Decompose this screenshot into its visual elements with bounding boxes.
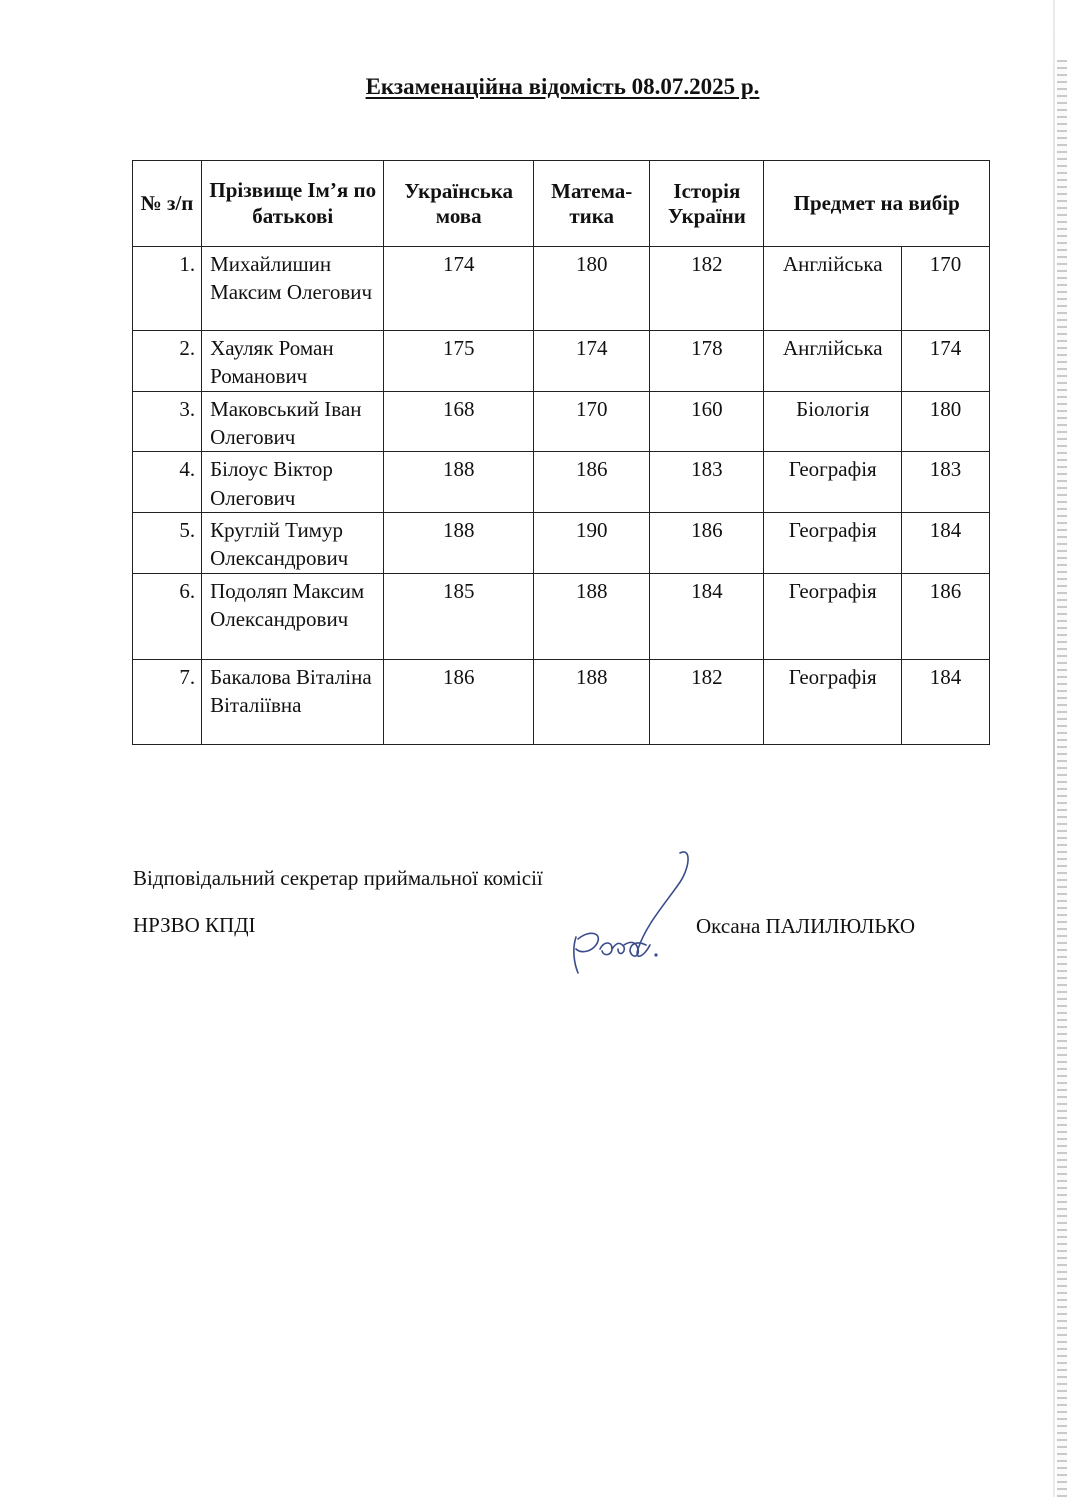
row-name: Хауляк Роман Романович: [202, 331, 384, 392]
row-name: Подоляп Максим Олександрович: [202, 573, 384, 659]
row-elective-score: 184: [902, 513, 990, 574]
row-name: Михайлишин Максим Олегович: [202, 247, 384, 331]
document-title: Екзаменаційна відомість 08.07.2025 р.: [365, 74, 760, 99]
table-row: [133, 513, 990, 574]
handwritten-signature: [560, 845, 700, 980]
row-elective-subject: Географія: [764, 513, 902, 574]
table-row: [133, 573, 990, 659]
table-row: [133, 659, 990, 744]
row-math-score: 180: [534, 247, 650, 331]
header-history: Історія України: [650, 161, 764, 247]
row-ukrainian-score: 175: [384, 331, 534, 392]
header-num: № з/п: [133, 161, 202, 247]
row-ukrainian-score: 188: [384, 513, 534, 574]
row-math-score: 174: [534, 331, 650, 392]
exam-results-table: [132, 160, 990, 745]
row-elective-subject: Географія: [764, 659, 902, 744]
row-history-score: 186: [650, 513, 764, 574]
row-elective-score: 170: [902, 247, 990, 331]
row-elective-subject: Географія: [764, 573, 902, 659]
institution-name: НРЗВО КПДІ: [133, 913, 256, 937]
table-header-row: [133, 161, 990, 247]
row-history-score: 182: [650, 659, 764, 744]
row-elective-subject: Географія: [764, 452, 902, 513]
row-elective-score: 183: [902, 452, 990, 513]
row-num: 7.: [133, 659, 202, 744]
row-elective-score: 180: [902, 391, 990, 452]
header-name: Прізвище Ім’я по батькові: [202, 161, 384, 247]
row-name: Круглій Тимур Олександрович: [202, 513, 384, 574]
row-elective-subject: Англійська: [764, 247, 902, 331]
row-elective-subject: Біологія: [764, 391, 902, 452]
row-ukrainian-score: 185: [384, 573, 534, 659]
row-num: 4.: [133, 452, 202, 513]
row-num: 1.: [133, 247, 202, 331]
row-math-score: 188: [534, 573, 650, 659]
row-name: Бакалова Віталіна Віталіївна: [202, 659, 384, 744]
row-elective-score: 174: [902, 331, 990, 392]
row-ukrainian-score: 174: [384, 247, 534, 331]
table-row: [133, 391, 990, 452]
row-num: 3.: [133, 391, 202, 452]
scan-edge-shadow: [1053, 0, 1055, 1497]
header-math: Матема-тика: [534, 161, 650, 247]
row-elective-score: 184: [902, 659, 990, 744]
row-history-score: 182: [650, 247, 764, 331]
row-elective-subject: Англійська: [764, 331, 902, 392]
row-math-score: 190: [534, 513, 650, 574]
row-history-score: 184: [650, 573, 764, 659]
header-elective: Предмет на вибір: [764, 161, 990, 247]
row-math-score: 170: [534, 391, 650, 452]
row-math-score: 186: [534, 452, 650, 513]
header-ukrainian: Українська мова: [384, 161, 534, 247]
table-row: [133, 331, 990, 392]
secretary-position: Відповідальний секретар приймальної комісії: [133, 866, 543, 890]
row-num: 5.: [133, 513, 202, 574]
table-row: [133, 452, 990, 513]
row-history-score: 183: [650, 452, 764, 513]
row-history-score: 160: [650, 391, 764, 452]
row-math-score: 188: [534, 659, 650, 744]
row-name: Маковський Іван Олегович: [202, 391, 384, 452]
row-num: 2.: [133, 331, 202, 392]
row-elective-score: 186: [902, 573, 990, 659]
table-row: [133, 247, 990, 331]
row-history-score: 178: [650, 331, 764, 392]
scan-edge-artifact: [1057, 60, 1067, 1497]
row-ukrainian-score: 188: [384, 452, 534, 513]
row-ukrainian-score: 168: [384, 391, 534, 452]
signer-name: Оксана ПАЛИЛЮЛЬКО: [696, 914, 916, 938]
row-num: 6.: [133, 573, 202, 659]
row-ukrainian-score: 186: [384, 659, 534, 744]
row-name: Білоус Віктор Олегович: [202, 452, 384, 513]
